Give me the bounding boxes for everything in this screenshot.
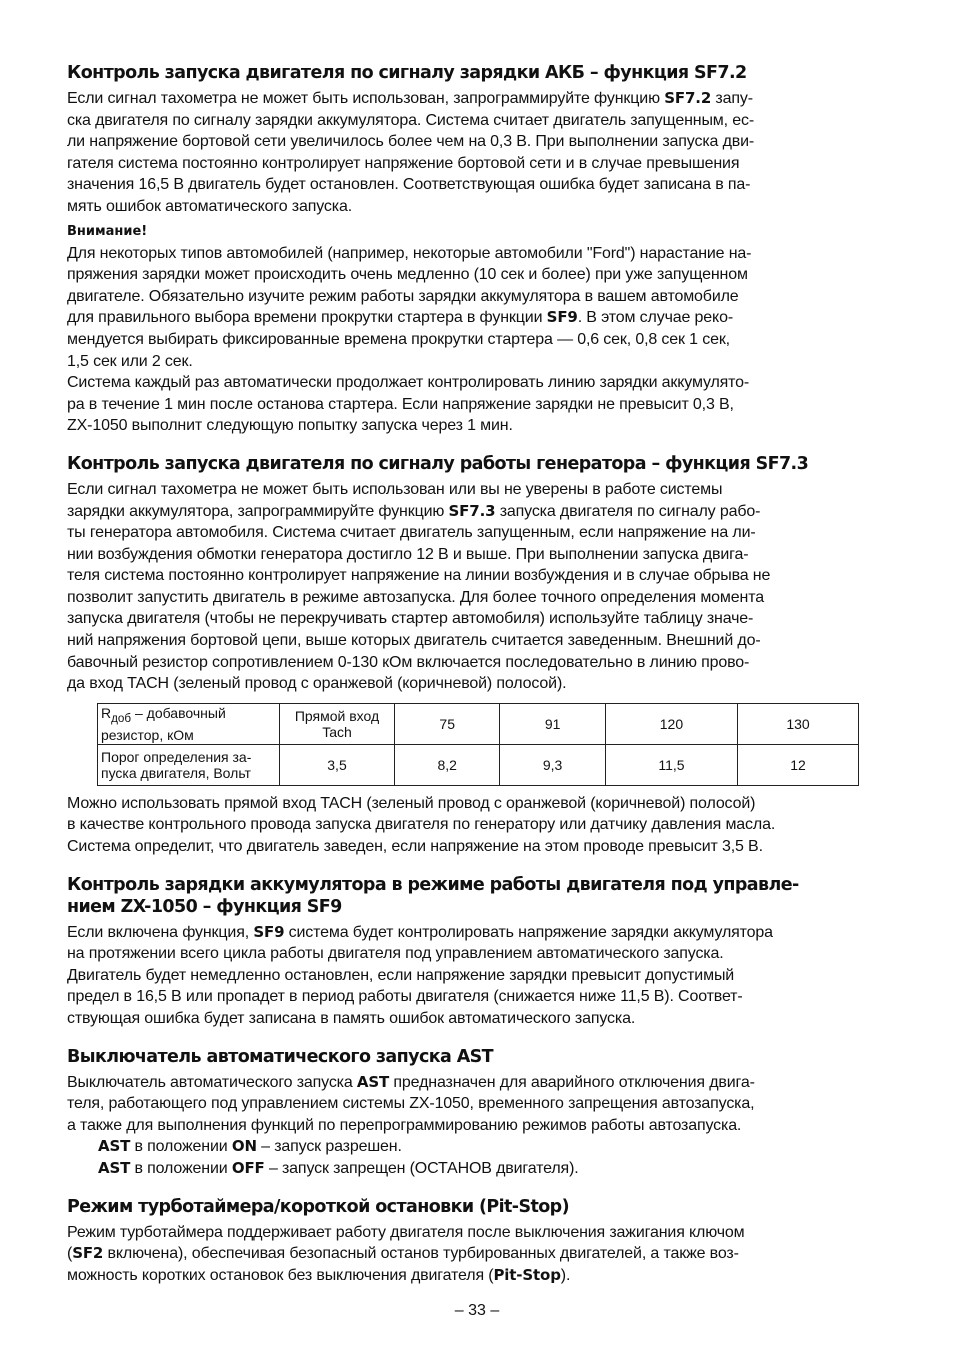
text-segment: ствующая ошибка будет записана в память ошибок автоматического запуска. [67, 1010, 636, 1027]
text-segment: значения 16,5 В двигатель будет остановлен. Соответствующая ошибка будет записана в па- [67, 176, 751, 194]
section-heading: Режим турботаймера/короткой остановки (Pit-Stop) [67, 1196, 569, 1217]
text-line [67, 922, 897, 944]
text-segment: – запуск запрещен (ОСТАНОВ двигателя). [264, 1159, 579, 1177]
text-segment: в качестве контрольного провода запуска двигателя по генератору или датчику давления масла. [67, 816, 776, 834]
bold-term: Pit-Stop [493, 1265, 561, 1284]
resistor-threshold-table [97, 703, 859, 786]
table-cell: 8,2 [395, 744, 500, 785]
text-line [67, 1072, 897, 1094]
text-line [67, 965, 897, 987]
paragraph [67, 1072, 897, 1137]
table-cell: 11,5 [605, 744, 737, 785]
paragraph [67, 1136, 897, 1179]
text-line [67, 88, 897, 110]
text-segment: на протяжении всего цикла работы двигателя под управлением автоматического запуска. [67, 945, 724, 963]
section-heading: Контроль зарядки аккумулятора в режиме работы двигателя под управле- [67, 874, 799, 895]
bold-term: ON [231, 1137, 257, 1156]
text-line [67, 522, 897, 544]
text-line [67, 652, 897, 674]
document-page [67, 62, 897, 1286]
text-line [67, 544, 897, 566]
text-line [67, 415, 897, 437]
text-segment: а также для выполнения функций по перепрограммированию режимов работы автозапуска. [67, 1116, 742, 1134]
bold-term: SF7.3 [448, 501, 496, 520]
text-line [67, 1093, 897, 1115]
section-ast [67, 1046, 897, 1180]
text-line [67, 243, 897, 265]
bold-term: OFF [231, 1158, 265, 1177]
text-line [67, 1243, 897, 1265]
label-rest: – добавочный резистор, кОм [101, 704, 226, 743]
label-sub: доб [111, 711, 132, 725]
text-line [67, 608, 897, 630]
text-segment: Если сигнал тахометра не может быть использован, запрограммируйте функцию [67, 90, 665, 107]
text-segment: ты генератора автомобиля. Система считает двигатель запущенным, если напряжение на ли- [67, 524, 756, 542]
text-segment: мендуется выбирать фиксированные времена прокрутки стартера — 0,6 сек, 0,8 сек 1 сек, [67, 330, 730, 348]
section-sf7-2 [67, 62, 897, 437]
text-segment: . В этом случае реко- [577, 309, 733, 327]
text-segment: для правильного выбора времени прокрутки стартера в функции [67, 309, 547, 327]
text-line [67, 372, 897, 394]
text-line [67, 836, 897, 858]
text-line [67, 1008, 897, 1030]
text-segment: ска двигателя по сигналу зарядки аккумулятора. Система считает двигатель запущенным, ес- [67, 111, 755, 129]
table-cell: 130 [738, 703, 859, 744]
text-line [67, 351, 897, 373]
text-line [67, 196, 897, 218]
bold-term: SF9 [546, 308, 578, 327]
table-cell: 120 [605, 703, 737, 744]
section-sf7-3 [67, 453, 897, 858]
text-segment: ( [67, 1245, 73, 1263]
paragraph [67, 1222, 897, 1287]
section-heading-cont: нием ZX-1050 – функция SF9 [67, 896, 342, 917]
text-line [67, 110, 897, 132]
section-sf9 [67, 874, 897, 1030]
text-segment: пряжения зарядки может происходить очень медленно (10 сек и более) при уже запущенном [67, 266, 748, 284]
text-segment: Система определит, что двигатель заведен, если напряжение на этом проводе превысит 3,5 В. [67, 838, 763, 856]
text-line [67, 307, 897, 329]
text-segment: – запуск разрешен. [256, 1138, 402, 1156]
text-line [67, 1265, 897, 1287]
table-row [98, 703, 859, 744]
text-line [67, 329, 897, 351]
bold-term: AST [356, 1072, 390, 1091]
section-heading: Выключатель автоматического запуска AST [67, 1046, 493, 1067]
text-segment: двигателе. Обязательно изучите режим работы зарядки аккумулятора в вашем автомобиле [67, 287, 739, 305]
section-heading: Контроль запуска двигателя по сигналу зарядки АКБ – функция SF7.2 [67, 63, 747, 83]
bold-term: SF2 [72, 1244, 104, 1263]
text-segment: система будет контролировать напряжение зарядки аккумулятора [284, 923, 773, 941]
text-segment: включена), обеспечивая безопасный останов турбированных двигателей, а также воз- [103, 1245, 739, 1263]
text-segment: теля, работающего под управлением системы ZX-1050, временного запрещения автозапуска, [67, 1095, 755, 1113]
text-segment: зарядки аккумулятора, запрограммируйте функцию [67, 502, 449, 520]
text-line [67, 587, 897, 609]
text-segment: гателя система постоянно контролирует напряжение бортовой сети и в случае превышения [67, 154, 740, 172]
paragraph [67, 88, 897, 218]
text-segment: бавочный резистор сопротивлением 0-130 кОм включается последовательно в линию прово- [67, 653, 750, 671]
text-line [67, 565, 897, 587]
text-segment: Для некоторых типов автомобилей (например, некоторые автомобили "Ford") нарастание на- [67, 244, 752, 262]
text-segment: предел в 16,5 В или пропадет в период работы двигателя (снижается ниже 11,5 В). Соответ- [67, 988, 743, 1006]
text-segment: Выключатель автоматического запуска [67, 1073, 357, 1091]
text-line [98, 1136, 897, 1158]
text-segment: мять ошибок автоматического запуска. [67, 197, 353, 215]
table-cell: 9,3 [500, 744, 605, 785]
text-segment: предназначен для аварийного отключения двига- [389, 1073, 755, 1091]
text-segment: Если сигнал тахометра не может быть использован или вы не уверены в работе системы [67, 480, 723, 498]
text-segment: нии возбуждения обмотки генератора достигло 12 В и выше. При выполнении запуска двига- [67, 545, 749, 563]
text-line [67, 174, 897, 196]
paragraph [67, 922, 897, 1030]
text-segment: позволит запустить двигатель в режиме автозапуска. Для более точного определения момента [67, 588, 764, 606]
paragraph [67, 243, 897, 437]
bold-term: SF9 [253, 922, 285, 941]
table-cell: 3,5 [280, 744, 395, 785]
text-segment: в положении [130, 1138, 232, 1156]
text-line [67, 673, 897, 695]
text-segment: Если включена функция, [67, 923, 254, 941]
row-header: Порог определения за-пуска двигателя, Вольт [98, 744, 280, 785]
text-segment: запуска двигателя по сигналу рабо- [495, 502, 761, 520]
text-line [67, 1115, 897, 1137]
text-segment: теля система постоянно контролирует напряжение на линии возбуждения и в случае обрыва не [67, 567, 771, 585]
text-segment: 1,5 сек или 2 сек. [67, 352, 193, 370]
bold-term: AST [98, 1137, 131, 1156]
text-segment: Система каждый раз автоматически продолжает контролировать линию зарядки аккумулято- [67, 374, 750, 392]
text-line [67, 153, 897, 175]
text-line [67, 501, 897, 523]
text-segment: ний напряжения бортовой цепи, выше которых двигатель считается заведенным. Внешний до- [67, 632, 761, 650]
text-segment: можность коротких остановок без выключения двигателя ( [67, 1266, 494, 1284]
table-cell: Прямой вход Tach [280, 703, 395, 744]
text-line [67, 1222, 897, 1244]
section-pit-stop [67, 1196, 897, 1287]
paragraph [67, 793, 897, 858]
text-line [67, 131, 897, 153]
page-number: – 33 – [454, 1302, 500, 1319]
text-line [67, 394, 897, 416]
row-header [98, 703, 280, 744]
text-line [67, 630, 897, 652]
text-segment: в положении [130, 1159, 232, 1177]
text-segment: Можно использовать прямой вход TACH (зеленый провод с оранжевой (коричневой) полосой) [67, 794, 756, 812]
text-line [67, 943, 897, 965]
text-segment: Режим турботаймера поддерживает работу двигателя после выключения зажигания ключом [67, 1223, 745, 1241]
label-r: R [101, 704, 112, 721]
paragraph [67, 479, 897, 695]
table-cell: 91 [500, 703, 605, 744]
text-line [67, 264, 897, 286]
text-segment: ли напряжение бортовой сети увеличилось более чем на 0,3 В. При выполнении запуска дви- [67, 133, 755, 151]
text-segment: ). [560, 1266, 571, 1284]
text-segment: ра в течение 1 мин после останова стартера. Если напряжение зарядки не превысит 0,3 В, [67, 395, 734, 413]
text-segment: да вход TACH (зеленый провод с оранжевой (коричневой) полосой). [67, 675, 567, 693]
table-cell: 75 [395, 703, 500, 744]
section-heading: Контроль запуска двигателя по сигналу работы генератора – функция SF7.3 [67, 453, 809, 474]
bold-term: SF7.2 [664, 89, 712, 107]
text-line [67, 479, 897, 501]
text-segment: Двигатель будет немедленно остановлен, если напряжение зарядки превысит допустимый [67, 966, 735, 984]
table-cell: 12 [738, 744, 859, 785]
text-line [67, 793, 897, 815]
warning-label: Внимание! [67, 223, 148, 239]
text-segment: ZX-1050 выполнит следующую попытку запуска через 1 мин. [67, 417, 513, 435]
bold-term: AST [98, 1158, 131, 1177]
table-row [98, 744, 859, 785]
text-line [98, 1158, 897, 1180]
text-segment: запуска двигателя (чтобы не перекручивать стартер автомобиля) используйте таблицу значе- [67, 610, 754, 628]
text-line [67, 286, 897, 308]
text-line [67, 986, 897, 1008]
text-line [67, 814, 897, 836]
text-segment: запу- [711, 90, 753, 107]
